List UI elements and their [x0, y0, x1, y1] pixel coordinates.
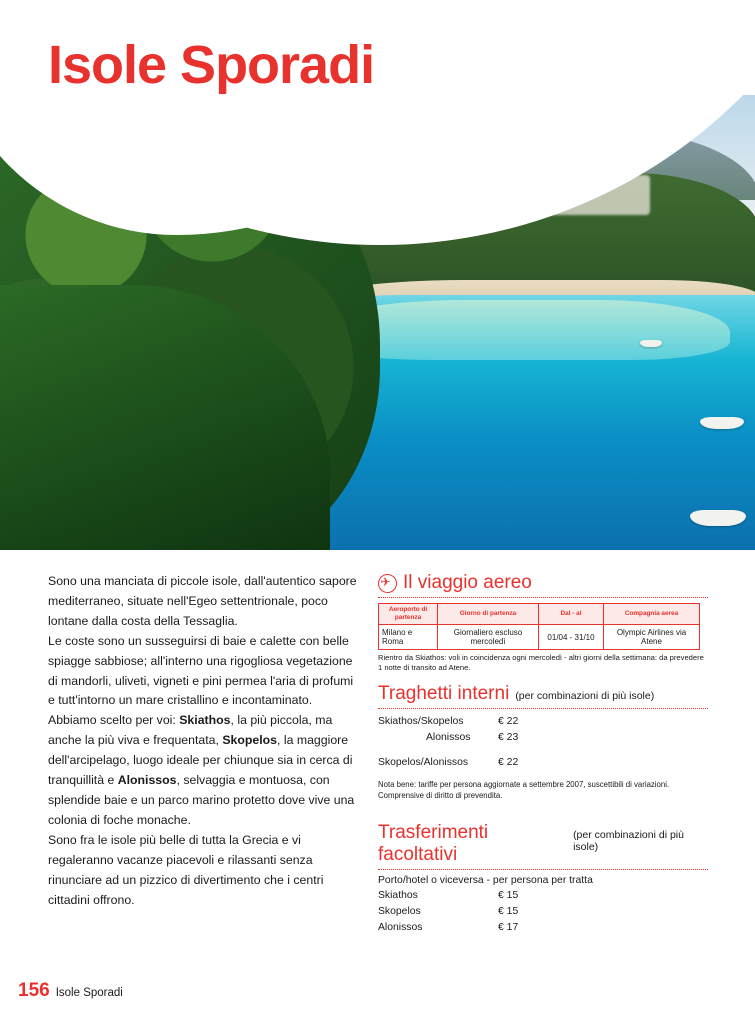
page-title: Isole Sporadi: [48, 35, 375, 95]
ferry-route-1: Skiathos/Skopelos: [378, 715, 464, 727]
paragraph-4: Sono fra le isole più belle di tutta la Grecia e vi regaleranno vacanze piacevoli e rilassanti senza rinunciare ad un pizzico di divertimento che i centri cittadini offrono.: [48, 832, 324, 907]
cell-airline: Olympic Airlines via Atene: [604, 625, 700, 650]
island-skopelos: Skopelos: [222, 733, 277, 748]
paragraph-1: Sono una manciata di piccole isole, dall'autentico sapore mediterraneo, situate nell'Egeo settentrionale, poco lontane dalla costa della Tessaglia.: [48, 574, 357, 628]
table-row: [379, 625, 700, 650]
col-departure-airport: Aeroporto di partenza: [379, 604, 438, 625]
cell-date-range: 01/04 - 31/10: [539, 625, 604, 650]
ferries-subheading: (per combinazioni di più isole): [515, 689, 655, 702]
ferry-price-3: € 22: [498, 756, 519, 768]
p3-post: , selvaggia e montuosa, con splendide baie e un parco marino protetto dove vive una colonia di foche monache.: [48, 773, 355, 827]
spacer-3: [378, 802, 708, 822]
folio-label: Isole Sporadi: [55, 987, 123, 999]
info-column: [378, 572, 708, 936]
ferries-note: Nota bene: tariffe per persona aggiornate a settembre 2007, suscettibili di variazioni. Comprensive di diritto di prevendita.: [378, 779, 670, 800]
transfers-subline: Porto/hotel o viceversa - per persona per tratta: [378, 874, 593, 886]
transfer-row-2: [378, 904, 708, 920]
col-airline: Compagnia aerea: [604, 604, 700, 625]
airplane-icon: [378, 574, 397, 593]
folio-number: 156: [18, 980, 50, 1001]
ferry-row-3: [378, 755, 708, 771]
island-alonissos: Alonissos: [117, 773, 177, 788]
table-header-row: [379, 604, 700, 625]
boat-small: [640, 340, 662, 347]
paragraph-2: Le coste sono un susseguirsi di baie e calette con belle spiagge sabbiose; all'interno una rigogliosa vegetazione di mandorli, uliveti, vigneti e pini permea l'aria di profumi e tutt'intorno un mare cristallino e incontaminato.: [48, 633, 354, 708]
transfer-price-2: € 15: [498, 905, 519, 917]
boat-large: [690, 510, 746, 526]
island-skiathos: Skiathos: [179, 713, 231, 728]
hero-photo: [0, 95, 755, 550]
ferry-price-2: € 23: [498, 731, 519, 743]
air-travel-heading: Il viaggio aereo: [403, 572, 532, 593]
ferry-route-3: Skopelos/Alonissos: [378, 756, 469, 768]
transfer-island-1: Skiathos: [378, 889, 418, 901]
cell-departure-day: Giornaliero escluso mercoledì: [438, 625, 539, 650]
flight-table: [378, 603, 700, 650]
transfer-price-3: € 17: [498, 921, 519, 933]
ferry-route-2: Alonissos: [426, 731, 471, 743]
air-travel-note: Rientro da Skiathos: voli in coincidenza ogni mercoledì - altri giorni della settimana: da prevedere 1 notte di transito ad Atene.: [378, 653, 704, 673]
transfer-row-1: [378, 888, 708, 904]
transfer-island-2: Skopelos: [378, 905, 421, 917]
transfers-subheading: (per combinazioni di più isole): [573, 828, 684, 853]
paragraph-3: [48, 711, 358, 830]
ferries-heading: Traghetti interni: [378, 682, 510, 704]
spacer-1: [378, 674, 708, 683]
p3-mid1: , la più piccola, ma anche la più viva e frequentata,: [48, 713, 333, 748]
boat-mid: [700, 417, 744, 429]
p3-pre: Abbiamo scelto per voi:: [48, 713, 180, 728]
hero-photo-inner: [0, 95, 755, 550]
transfer-row-3: [378, 920, 708, 936]
section-header-ferries: [378, 683, 708, 709]
transfer-island-3: Alonissos: [378, 921, 423, 933]
section-header-air-travel: [378, 572, 708, 598]
cell-departure-airport: Milano e Roma: [379, 625, 438, 650]
transfers-heading: Trasferimenti facoltativi: [378, 821, 489, 865]
spacer-2: [378, 746, 708, 755]
col-date-range: Dal - al: [539, 604, 604, 625]
section-header-transfers: [378, 822, 708, 870]
page-footer: [18, 980, 123, 1002]
p3-mid2: , la maggiore dell'arcipelago, luogo ideale per chiunque sia in cerca di tranquillità e: [48, 733, 353, 788]
ferry-price-1: € 22: [498, 715, 519, 727]
ferry-row-2: [378, 730, 708, 746]
col-departure-day: Giorno di partenza: [438, 604, 539, 625]
transfer-price-1: € 15: [498, 889, 519, 901]
ferry-row-1: [378, 714, 708, 730]
article-body: [48, 572, 358, 910]
